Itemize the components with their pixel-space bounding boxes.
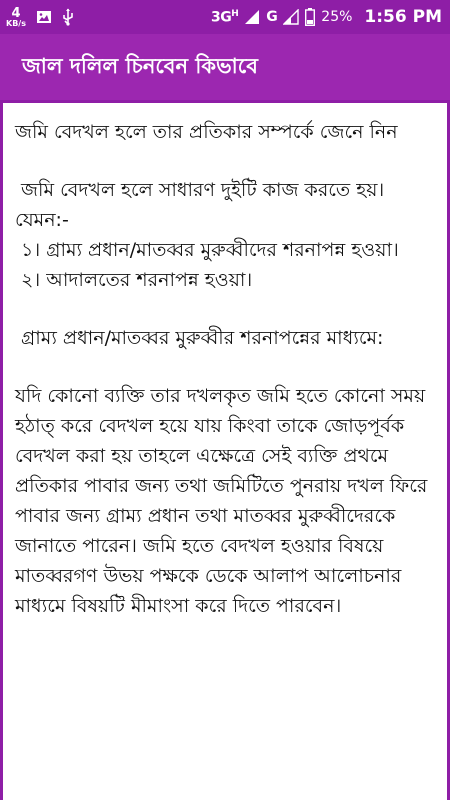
battery-icon xyxy=(305,8,315,26)
speed-unit: KB/s xyxy=(6,18,26,28)
signal-icon xyxy=(244,9,260,25)
app-title: জাল দলিল চিনবেন কিভাবে xyxy=(22,53,258,78)
article-subheading: গ্রাম্য প্রধান/মাতব্বর মুরুব্বীর শরনাপন্নের মাধ্যমে: xyxy=(15,327,384,349)
app-bar xyxy=(0,34,450,100)
article-heading: জমি বেদখল হলে তার প্রতিকার সম্পর্কে জেনে নিন xyxy=(15,121,398,143)
network-type-label: 3G xyxy=(211,9,232,26)
network-type-sup: H xyxy=(231,8,239,19)
status-left xyxy=(6,7,74,28)
article-intro: জমি বেদখল হলে সাধারণ দুইটি কাজ করতে হয়। যেমন:- xyxy=(15,179,391,231)
status-right xyxy=(211,7,442,27)
list-item: ২। আদালতের শরনাপন্ন হওয়া। xyxy=(15,269,253,291)
usb-icon xyxy=(62,8,74,26)
status-bar xyxy=(0,0,450,34)
battery-percent: 25% xyxy=(321,9,353,25)
speed-value: 4 xyxy=(11,5,21,21)
network-type xyxy=(211,9,238,26)
clock: 1:56 PM xyxy=(364,7,442,27)
signal-icon-2 xyxy=(283,9,299,25)
network-speed xyxy=(6,7,26,28)
list-item: ১। গ্রাম্য প্রধান/মাতব্বর মুরুব্বীদের শরনাপন্ন হওয়া। xyxy=(15,239,399,261)
article-body: যদি কোনো ব্যক্তি তার দখলকৃত জমি হতে কোনো সময় হঠাত্ করে বেদখল হয়ে যায় কিংবা তাকে জোড়পূর্বক বেদখল করা হয় তাহলে এক্ষেত্রে সেই ব্যক্তি প্রথমে প্রতিকার পাবার জন্য তথা জমিটিতে পুনরায় দখল ফিরে পাবার জন্য গ্রাম্য প্রধান তথা মাতব্বর মুরুব্বীদেরকে জানাতে পারেন। জমি হতে বেদখল হওয়ার বিষয়ে মাতব্বরগণ উভয় পক্ষকে ডেকে আলাপ আলোচনার মাধ্যমে বিষয়টি মীমাংসা করে দিতে পারবেন। xyxy=(15,385,434,617)
network-type-2: G xyxy=(266,9,278,25)
article-content[interactable] xyxy=(0,100,450,800)
image-icon xyxy=(36,9,52,25)
